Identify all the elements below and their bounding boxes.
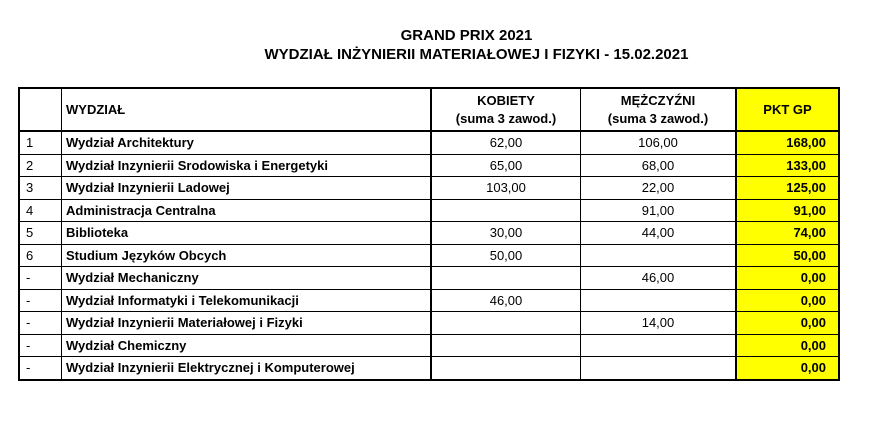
table-row xyxy=(19,222,839,245)
row-pkt-gp-value: 168,00 xyxy=(736,131,839,154)
header-number-cell xyxy=(19,88,62,131)
row-number: - xyxy=(19,357,62,380)
row-pkt-gp-value: 91,00 xyxy=(736,199,839,222)
row-kobiety-value: 103,00 xyxy=(431,177,581,200)
table-row xyxy=(19,312,839,335)
row-pkt-gp-value: 0,00 xyxy=(736,267,839,290)
row-kobiety-value: 30,00 xyxy=(431,222,581,245)
row-pkt-gp-value: 0,00 xyxy=(736,289,839,312)
header-mezczyzni-label: MĘŻCZYŹNI xyxy=(620,92,696,108)
row-number: - xyxy=(19,289,62,312)
row-wydzial-name: Wydział Chemiczny xyxy=(62,334,432,357)
row-wydzial-name: Wydział Informatyki i Telekomunikacji xyxy=(62,289,432,312)
row-wydzial-name: Wydział Mechaniczny xyxy=(62,267,432,290)
row-kobiety-value xyxy=(431,267,581,290)
table-row xyxy=(19,244,839,267)
row-number: 4 xyxy=(19,199,62,222)
row-pkt-gp-value: 125,00 xyxy=(736,177,839,200)
header-wydzial: WYDZIAŁ xyxy=(62,88,432,131)
row-mezczyzni-value: 91,00 xyxy=(581,199,737,222)
row-kobiety-value: 62,00 xyxy=(431,131,581,154)
results-table xyxy=(18,87,840,381)
row-kobiety-value xyxy=(431,357,581,380)
row-kobiety-value xyxy=(431,312,581,335)
table-row xyxy=(19,334,839,357)
header-pkt-gp: PKT GP xyxy=(736,88,839,131)
row-kobiety-value xyxy=(431,199,581,222)
table-row xyxy=(19,267,839,290)
row-wydzial-name: Studium Języków Obcych xyxy=(62,244,432,267)
row-wydzial-name: Biblioteka xyxy=(62,222,432,245)
table-row xyxy=(19,154,839,177)
row-mezczyzni-value xyxy=(581,289,737,312)
row-number: 5 xyxy=(19,222,62,245)
row-kobiety-value: 46,00 xyxy=(431,289,581,312)
row-mezczyzni-value xyxy=(581,357,737,380)
row-kobiety-value: 65,00 xyxy=(431,154,581,177)
row-number: 2 xyxy=(19,154,62,177)
table-header-row xyxy=(19,88,839,131)
row-wydzial-name: Wydział Inzynierii Srodowiska i Energetyki xyxy=(62,154,432,177)
row-number: - xyxy=(19,267,62,290)
row-mezczyzni-value: 68,00 xyxy=(581,154,737,177)
table-row xyxy=(19,357,839,380)
row-pkt-gp-value: 133,00 xyxy=(736,154,839,177)
row-pkt-gp-value: 74,00 xyxy=(736,222,839,245)
table-row xyxy=(19,177,839,200)
row-pkt-gp-value: 0,00 xyxy=(736,334,839,357)
row-mezczyzni-value: 14,00 xyxy=(581,312,737,335)
table-row xyxy=(19,289,839,312)
row-wydzial-name: Wydział Inzynierii Elektrycznej i Komputerowej xyxy=(62,357,432,380)
row-pkt-gp-value: 0,00 xyxy=(736,312,839,335)
row-wydzial-name: Wydział Inzynierii Ladowej xyxy=(62,177,432,200)
row-mezczyzni-value xyxy=(581,244,737,267)
table-row xyxy=(19,131,839,154)
row-wydzial-name: Wydział Architektury xyxy=(62,131,432,154)
row-number: - xyxy=(19,312,62,335)
row-mezczyzni-value xyxy=(581,334,737,357)
row-wydzial-name: Administracja Centralna xyxy=(62,199,432,222)
row-number: 3 xyxy=(19,177,62,200)
header-mezczyzni xyxy=(581,88,737,131)
row-pkt-gp-value: 0,00 xyxy=(736,357,839,380)
report-subtitle: WYDZIAŁ INŻYNIERII MATERIAŁOWEJ I FIZYKI - 15.02.2021 xyxy=(264,46,689,63)
row-kobiety-value: 50,00 xyxy=(431,244,581,267)
row-number: 6 xyxy=(19,244,62,267)
header-mezczyzni-sub: (suma 3 zawod.) xyxy=(607,110,709,126)
row-kobiety-value xyxy=(431,334,581,357)
header-kobiety xyxy=(431,88,581,131)
report-title: GRAND PRIX 2021 xyxy=(400,27,533,44)
row-mezczyzni-value: 44,00 xyxy=(581,222,737,245)
row-number: 1 xyxy=(19,131,62,154)
row-mezczyzni-value: 22,00 xyxy=(581,177,737,200)
table-row xyxy=(19,199,839,222)
header-kobiety-sub: (suma 3 zawod.) xyxy=(455,110,557,126)
row-pkt-gp-value: 50,00 xyxy=(736,244,839,267)
header-kobiety-label: KOBIETY xyxy=(477,92,535,108)
row-wydzial-name: Wydział Inzynierii Materiałowej i Fizyki xyxy=(62,312,432,335)
row-mezczyzni-value: 46,00 xyxy=(581,267,737,290)
row-number: - xyxy=(19,334,62,357)
row-mezczyzni-value: 106,00 xyxy=(581,131,737,154)
